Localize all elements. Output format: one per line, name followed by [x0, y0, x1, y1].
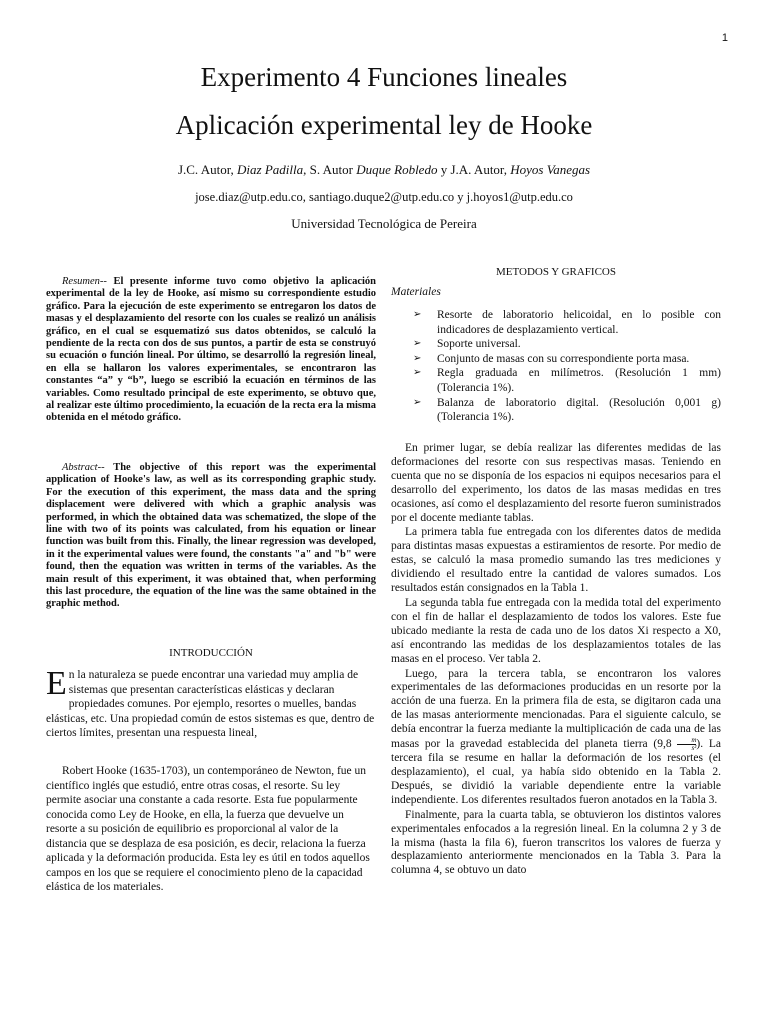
- author2-name: Duque Robledo: [356, 162, 438, 177]
- affiliation: Universidad Tecnológica de Pereira: [291, 216, 477, 231]
- abstract-text: The objective of this report was the experimental application of Hooke's law, as well as its corresponding graphic study. For the execution of this experiment, the mass data and the spring displacement were delivered with which a graphic analysis was performed, in which the obtained data was schematized, the slope of the line with two of its points was calculated, from his equation or linear function was built from this. Finally, the linear regression was developed, in it the experimental values were found, the constants "a" and "b" were found, then the equation was written in terms of the variables. As the main result of this experiment, it was obtained that, when performing this last procedure, the equation of the line was the same obtained in the graphic method.: [46, 462, 376, 610]
- fraction-denominator: s²: [691, 744, 697, 753]
- page-number: 1: [721, 32, 728, 44]
- resumen-text: El presente informe tuvo como objetivo la aplicación experimental de la ley de Hooke, así mismo su correspondiente estudio gráfico. Para la ejecución de este experimento se entregaron los datos de masas y el desplazamiento del resorte con los cuales se realizó un análisis gráfico, en el cual se esquematizó sus datos obtenidos, se calculó la pendiente de la recta con dos de sus puntos, a partir de esta se construyó su ecuación o función lineal. Por último, se desarrolló la regresión lineal, en ella se hallaron los valores experimentales, se encontraron las constantes “a” y “b”, luego se escribió la ecuación en términos de las variables. Como resultado principal de este experimento, se obtuvo que, al realizar este último procedimiento, la ecuación de la recta era la misma obtenida en el método gráfico.: [46, 276, 376, 424]
- author3-prefix: y J.A. Autor,: [437, 162, 511, 177]
- list-item-text: Regla graduada en milímetros. (Resolución 1 mm) (Tolerancia 1%).: [437, 367, 721, 394]
- arrow-bullet-icon: ➢: [413, 396, 422, 408]
- author-emails: jose.diaz@utp.edu.co, santiago.duque2@utp.edu.co y j.hoyos1@utp.edu.co: [195, 190, 573, 204]
- arrow-bullet-icon: ➢: [413, 338, 422, 350]
- author1-prefix: J.C. Autor,: [177, 162, 238, 177]
- list-item: [413, 396, 721, 425]
- paper-title-line1: Experimento 4 Funciones lineales: [200, 62, 568, 92]
- methods-paragraph-5: Finalmente, para la cuarta tabla, se obtuvieron los distintos valores experimentales enfocados a la regresión lineal. En la columna 2 y 3 de la misma (hasta la fila 6), fueron transcritos los valores de fuerza y desplazamiento anteriormente mencionados en la Tabla 3. Para la columna 4, se obtuvo un dato: [391, 808, 721, 877]
- methods-heading: METODOS Y GRAFICOS: [495, 266, 616, 278]
- author1-name: Diaz Padilla: [237, 162, 304, 177]
- list-item-text: Soporte universal.: [437, 338, 521, 351]
- gravity-unit-fraction: [677, 737, 696, 752]
- resumen-paragraph: [46, 276, 376, 425]
- author3-name: Hoyos Vanegas: [510, 162, 591, 177]
- arrow-bullet-icon: ➢: [413, 352, 422, 364]
- list-item-text: Balanza de laboratorio digital. (Resolución 0,001 g) (Tolerancia 1%).: [437, 396, 721, 424]
- list-item: [413, 366, 721, 395]
- list-item-text: Conjunto de masas con su correspondiente porta masa.: [437, 352, 690, 365]
- methods-paragraph-1: En primer lugar, se debía realizar las diferentes medidas de las deformaciones del resorte con sus respectivas masas. Teniendo en cuenta que no se disponía de los espacios ni equipos necesarios para el desarrollo del experimento, los datos de las masas medidas en tres ocasiones, así como el desplazamiento del resorte fueron suministrados por el docente mediante tablas.: [391, 442, 721, 524]
- list-item: [413, 337, 721, 352]
- abstract-label: Abstract--: [62, 462, 105, 473]
- intro-paragraph-1-text: n la naturaleza se puede encontrar una variedad muy amplia de sistemas que presentan características elásticas y declaran propiedades comunes. Por ejemplo, resortes o muelles, bandas elásticas, etc. Una propiedad común de estos sistemas es que, dentro de ciertos límites, presentan una respuesta lineal,: [46, 669, 375, 739]
- arrow-bullet-icon: ➢: [413, 309, 422, 320]
- abstract-paragraph: [46, 462, 376, 611]
- materials-list: [413, 308, 721, 425]
- resumen-label: Resumen--: [62, 276, 107, 287]
- methods-body: [391, 442, 721, 879]
- arrow-bullet-icon: ➢: [413, 367, 422, 379]
- author2-prefix: , S. Autor: [303, 162, 357, 177]
- dropcap-letter: E: [46, 665, 67, 702]
- methods-paragraph-4-part-b: ). La tercera fila se resume en hallar la deformación de los resortes (el desplazamiento), el cual, ya había sido obtenido en la Tabla 2. Después, se dividió la variable dependiente entre la variable independiente. Los diferentes resultados fueron anotados en la Tabla 3.: [391, 738, 721, 806]
- intro-paragraph-1: [46, 665, 376, 741]
- intro-heading: INTRODUCCIÓN: [169, 647, 253, 659]
- methods-paragraph-3: La segunda tabla fue entregada con la medida total del experimento con el fin de hallar el desplazamiento de todos los valores. Este fue ubicado mediante la resta de cada uno de los datos Xi respecto a X0, así encontrando las medidas de los desplazamientos totales de las masas en el proceso. Ver tabla 2.: [391, 596, 721, 665]
- list-item: [413, 308, 721, 337]
- methods-paragraph-4-part-a: Luego, para la tercera tabla, se encontraron los valores experimentales de las deformaciones producidas en un resorte por la acción de una fuerza. En la primera fila de esta, se digitaron cada una de las masas anteriormente mencionadas. Para el siguiente calculo, se debía encontrar la fuerza mediante la multiplicación de cada una de las masas por la gravedad establecida del planeta tierra (9,8: [391, 667, 721, 751]
- intro-paragraph-2: Robert Hooke (1635-1703), un contemporáneo de Newton, fue un científico inglés que estudió, entre otras cosas, el resorte. Su ley permite asociar una constante a cada resorte. Esta fue popularmente conocida como Ley de Hooke, en ella, la fuerza que devuelve un resorte a su posición de equilibrio es proporcional al valor de la distancia que se desplaza de esa posición, es decir, relaciona la fuerza aplicada y la deformación producida. Esta ley es útil en todos aquellos campos en los que se requiere el conocimiento pleno de la capacidad elástica de los materiales.: [46, 765, 370, 893]
- methods-paragraph-4: [391, 668, 721, 808]
- paper-title-line2: Aplicación experimental ley de Hooke: [175, 110, 593, 140]
- fraction-numerator: m: [677, 737, 696, 745]
- list-item: [413, 352, 721, 367]
- list-item-text: Resorte de laboratorio helicoidal, en lo posible con indicadores de desplazamiento vertical.: [437, 309, 721, 336]
- authors-line: [0, 162, 768, 178]
- methods-paragraph-2: La primera tabla fue entregada con los diferentes datos de medida para distintas masas expuestas a estiramientos de resorte. Por medio de estas, se calculó la masa promedio sumando las tres mediciones y dividiendo el resultado entre la cantidad de valores sumados. Los resultados están consignados en la Tabla 1.: [391, 526, 721, 595]
- materials-subheading: Materiales: [391, 286, 441, 298]
